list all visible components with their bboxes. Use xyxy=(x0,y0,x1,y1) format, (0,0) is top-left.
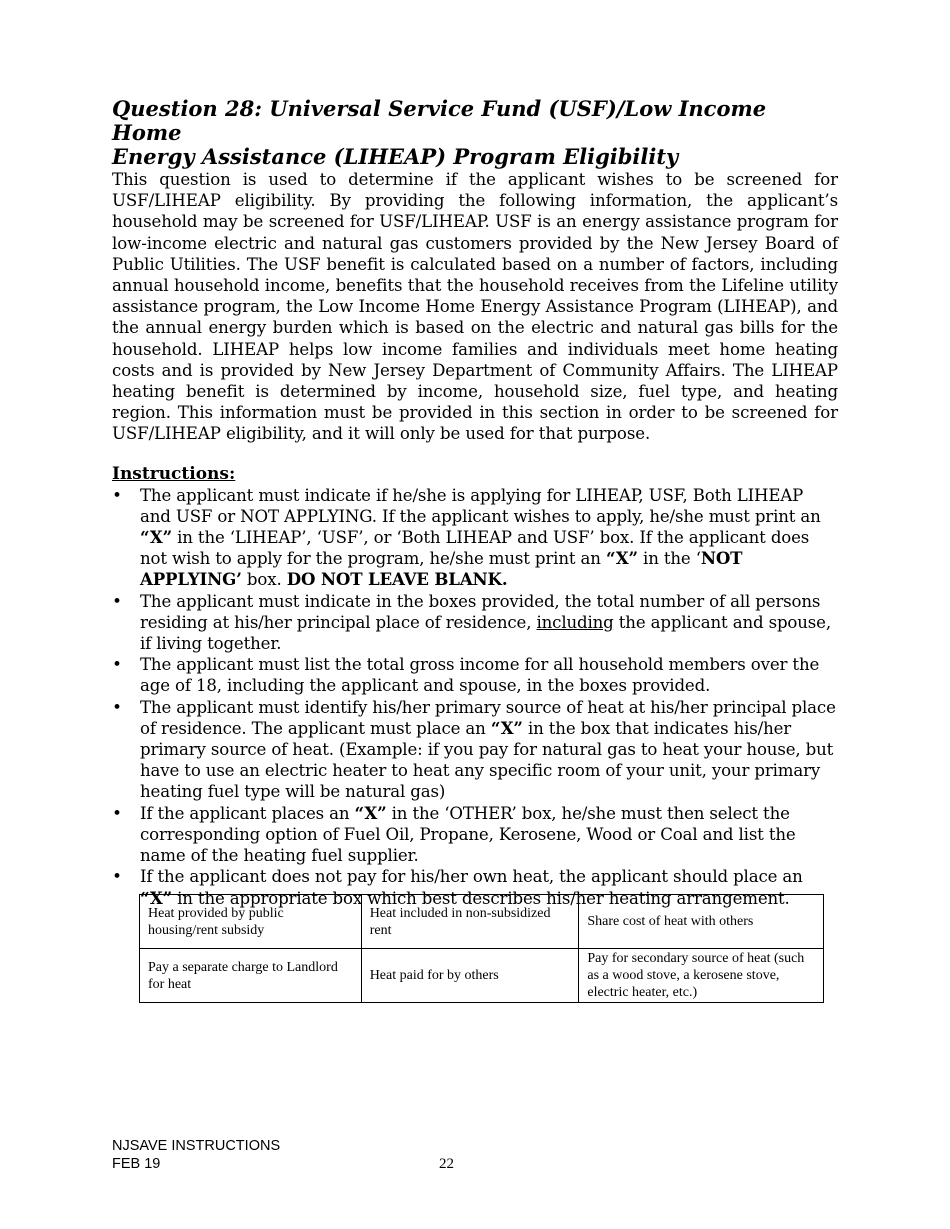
table-cell: Heat included in non-subsidized rent xyxy=(361,895,579,949)
bullet-icon: • xyxy=(112,591,122,611)
bullet-text: If the applicant places an xyxy=(140,803,355,823)
bullet-bold: “X” xyxy=(140,887,172,908)
instructions-heading: Instructions: xyxy=(112,463,236,484)
intro-paragraph: This question is used to determine if the applicant wishes to be screened for USF/LIHEAP eligibility. By providing the following information, the applicant’s household may be screened for USF/LIHEAP. USF is an energy assistance program for low-income electric and natural gas customers provided by the New Jersey Board of Public Utilities. The USF benefit is calculated based on a number of factors, including annual household income, benefits that the household receives from the Lifeline utility assistance program, the Low Income Home Energy Assistance Program (LIHEAP), and the annual energy burden which is based on the electric and natural gas bills for the household. LIHEAP helps low income families and individuals meet home heating costs and is provided by New Jersey Department of Community Affairs. The LIHEAP heating benefit is determined by income, household size, fuel type, and heating region. This information must be provided in this section in order to be screened for USF/LIHEAP eligibility, and it will only be used for that purpose. xyxy=(112,170,838,444)
bullet-icon: • xyxy=(112,655,122,675)
bullet-text: If the applicant does not pay for his/her own heat, the applicant should place an xyxy=(140,867,803,887)
table-cell: Share cost of heat with others xyxy=(579,895,824,949)
page-content xyxy=(112,97,838,909)
bullet-icon: • xyxy=(112,697,122,717)
table-cell: Pay a separate charge to Landlord for heat xyxy=(140,949,362,1003)
list-item xyxy=(112,654,838,696)
bullet-bold: NOT APPLYING’ xyxy=(140,548,743,590)
bullet-bold: “X” xyxy=(605,548,638,569)
question-heading-line1: Question 28: Universal Service Fund (USF)/Low Income Home xyxy=(112,96,767,145)
bullet-text: in the appropriate box which best describes his/her heating arrangement. xyxy=(171,888,790,908)
bullet-bold: “X” xyxy=(490,717,523,738)
bullet-text: The applicant must list the total gross income for all household members over the age of 18, including the applicant and spouse, in the boxes provided. xyxy=(140,655,820,696)
bullet-text: box. xyxy=(241,570,287,590)
bullet-icon: • xyxy=(112,485,122,505)
bullet-underline: including xyxy=(536,612,614,632)
instructions-list xyxy=(112,485,838,909)
bullet-text: The applicant must indicate if he/she is applying for LIHEAP, USF, Both LIHEAP and USF or NOT APPLYING. If the applicant wishes to apply, he/she must print an xyxy=(140,485,821,526)
bullet-bold: “X” xyxy=(140,527,172,548)
bullet-text: in the ‘LIHEAP’, ‘USF’, or ‘Both LIHEAP and USF’ box. If the applicant does not wish to apply for the program, he/she must print an xyxy=(140,528,810,569)
bullet-text: in the box that indicates his/her primary source of heat. (Example: if you pay for natural gas to heat your house, but have to use an electric heater to heat any specific room of your unit, your primary heating fuel type will be natural gas) xyxy=(140,718,834,802)
footer-title: NJSAVE INSTRUCTIONS xyxy=(112,1138,281,1154)
question-heading-line2: Energy Assistance (LIHEAP) Program Eligibility xyxy=(112,144,679,169)
question-heading xyxy=(112,97,838,169)
footer-date: FEB 19 xyxy=(112,1156,161,1172)
table-row xyxy=(140,895,824,949)
bullet-text: the applicant and spouse, if living together. xyxy=(140,612,831,654)
bullet-bold: DO NOT LEAVE BLANK. xyxy=(286,569,508,590)
bullet-text: in the ‘OTHER’ box, he/she must then select the corresponding option of Fuel Oil, Propane, Kerosene, Wood or Coal and list the name of the heating fuel supplier. xyxy=(140,803,796,866)
list-item xyxy=(112,697,838,803)
table-cell: Heat provided by public housing/rent subsidy xyxy=(140,895,362,949)
heating-arrangement-table xyxy=(139,894,824,1003)
footer xyxy=(112,1137,280,1173)
page-number: 22 xyxy=(439,1156,454,1172)
bullet-bold: “X” xyxy=(354,802,387,823)
bullet-icon: • xyxy=(112,867,122,887)
bullet-text: The applicant must indicate in the boxes provided, the total number of all persons residing at his/her principal place of residence, xyxy=(140,591,821,632)
list-item xyxy=(112,485,838,591)
table-cell: Heat paid for by others xyxy=(361,949,579,1003)
table-row xyxy=(140,949,824,1003)
bullet-text: The applicant must identify his/her primary source of heat at his/her principal place of residence. The applicant must place an xyxy=(140,697,836,738)
list-item xyxy=(112,591,838,655)
bullet-text: in the ‘ xyxy=(637,549,701,569)
bullet-icon: • xyxy=(112,803,122,823)
table-cell: Pay for secondary source of heat (such as a wood stove, a kerosene stove, electric heater, etc.) xyxy=(579,949,824,1003)
list-item xyxy=(112,803,838,867)
